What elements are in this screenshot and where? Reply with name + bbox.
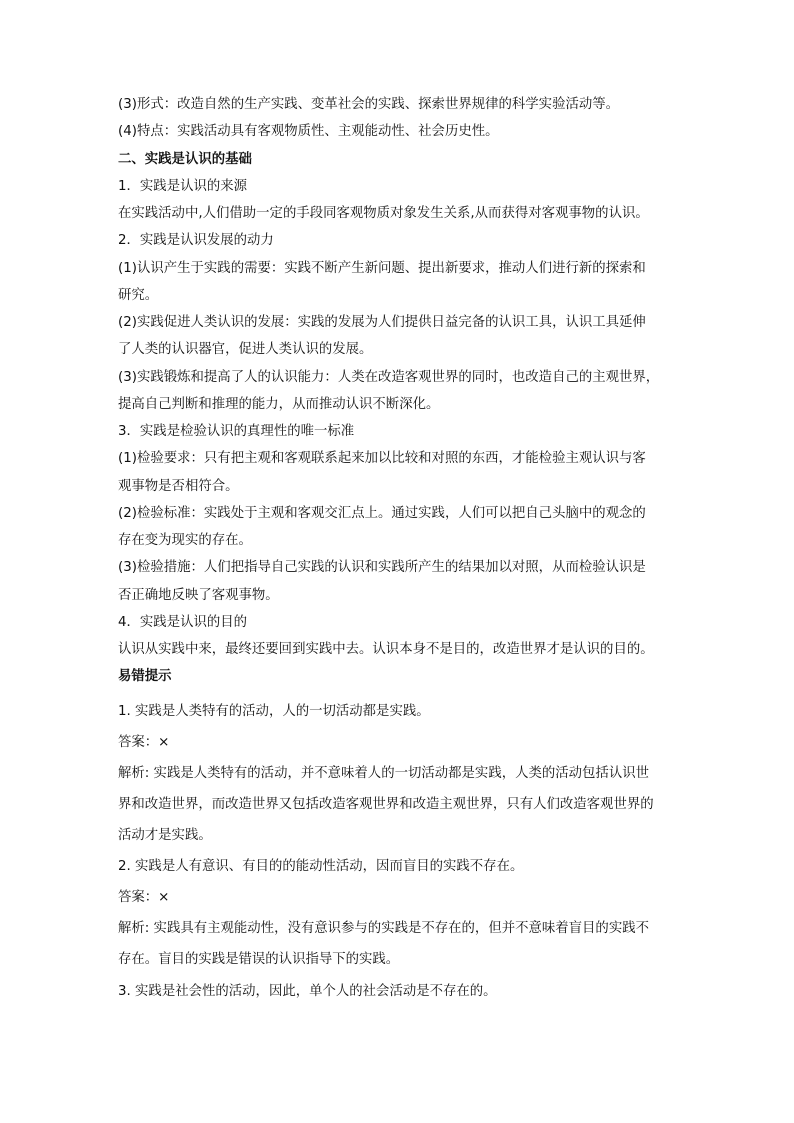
- error-item-1-analysis-b: 界和改造世界，而改造世界又包括改造客观世界和改造主观世界，只有人们改造客观世界的: [118, 797, 654, 812]
- paragraph-driving-force-2a: (2)实践促进人类认识的发展：实践的发展为人们提供日益完备的认识工具，认识工具延伸: [118, 315, 646, 330]
- error-item-3-statement: 3. 实践是社会性的活动，因此，单个人的社会活动是不存在的。: [118, 984, 497, 999]
- subheading-purpose: 4．实践是认识的目的: [118, 615, 248, 630]
- error-item-1-answer: 答案：×: [118, 735, 170, 750]
- error-item-2-analysis-a: 解析: 实践具有主观能动性，没有意识参与的实践是不存在的，但并不意味着盲目的实践不: [118, 921, 649, 936]
- paragraph-criterion-1a: (1)检验要求：只有把主观和客观联系起来加以比较和对照的东西，才能检验主观认识与客: [118, 451, 646, 466]
- error-item-2-answer: 答案：×: [118, 890, 170, 905]
- error-item-2-analysis-b: 存在。盲目的实践是错误的认识指导下的实践。: [118, 952, 400, 967]
- paragraph-criterion-2b: 存在变为现实的存在。: [118, 533, 252, 548]
- paragraph-criterion-3b: 否正确地反映了客观事物。: [118, 588, 279, 603]
- error-item-2-statement: 2. 实践是人有意识、有目的的能动性活动，因而盲目的实践不存在。: [118, 859, 524, 874]
- paragraph-purpose: 认识从实践中来，最终还要回到实践中去。认识本身不是目的，改造世界才是认识的目的。: [118, 642, 654, 657]
- section-heading-practice-basis: 二、实践是认识的基础: [118, 152, 252, 167]
- paragraph-driving-force-1b: 研究。: [118, 288, 159, 303]
- paragraph-driving-force-3b: 提高自己判断和推理的能力，从而推动认识不断深化。: [118, 397, 440, 412]
- error-item-1-analysis-c: 活动才是实践。: [118, 828, 212, 843]
- error-item-1-analysis-a: 解析: 实践是人类特有的活动，并不意味着人的一切活动都是实践，人类的活动包括认识世: [118, 766, 649, 781]
- error-item-1-statement: 1. 实践是人类特有的活动，人的一切活动都是实践。: [118, 704, 430, 719]
- paragraph-driving-force-2b: 了人类的认识器官，促进人类认识的发展。: [118, 342, 373, 357]
- paragraph-driving-force-1a: (1)认识产生于实践的需要：实践不断产生新问题、提出新要求，推动人们进行新的探索和: [118, 261, 646, 276]
- paragraph-driving-force-3a: (3)实践锻炼和提高了人的认识能力：人类在改造客观世界的同时，也改造自己的主观世界，: [118, 370, 660, 385]
- paragraph-criterion-2a: (2)检验标准：实践处于主观和客观交汇点上。通过实践，人们可以把自己头脑中的观念的: [118, 506, 646, 521]
- paragraph-criterion-1b: 观事物是否相符合。: [118, 479, 239, 494]
- form-of-practice-line: (3)形式：改造自然的生产实践、变革社会的实践、探索世界规律的科学实验活动等。: [118, 97, 620, 112]
- features-of-practice-line: (4)特点：实践活动具有客观物质性、主观能动性、社会历史性。: [118, 124, 499, 139]
- paragraph-criterion-3a: (3)检验措施：人们把指导自己实践的认识和实践所产生的结果加以对照，从而检验认识是: [118, 560, 646, 575]
- subheading-source-of-knowledge: 1．实践是认识的来源: [118, 179, 248, 194]
- section-heading-common-errors: 易错提示: [118, 669, 172, 684]
- subheading-sole-criterion: 3．实践是检验认识的真理性的唯一标准: [118, 424, 355, 439]
- paragraph-source-of-knowledge: 在实践活动中,人们借助一定的手段同客观物质对象发生关系,从而获得对客观事物的认识。: [118, 206, 649, 221]
- subheading-driving-force: 2．实践是认识发展的动力: [118, 233, 274, 248]
